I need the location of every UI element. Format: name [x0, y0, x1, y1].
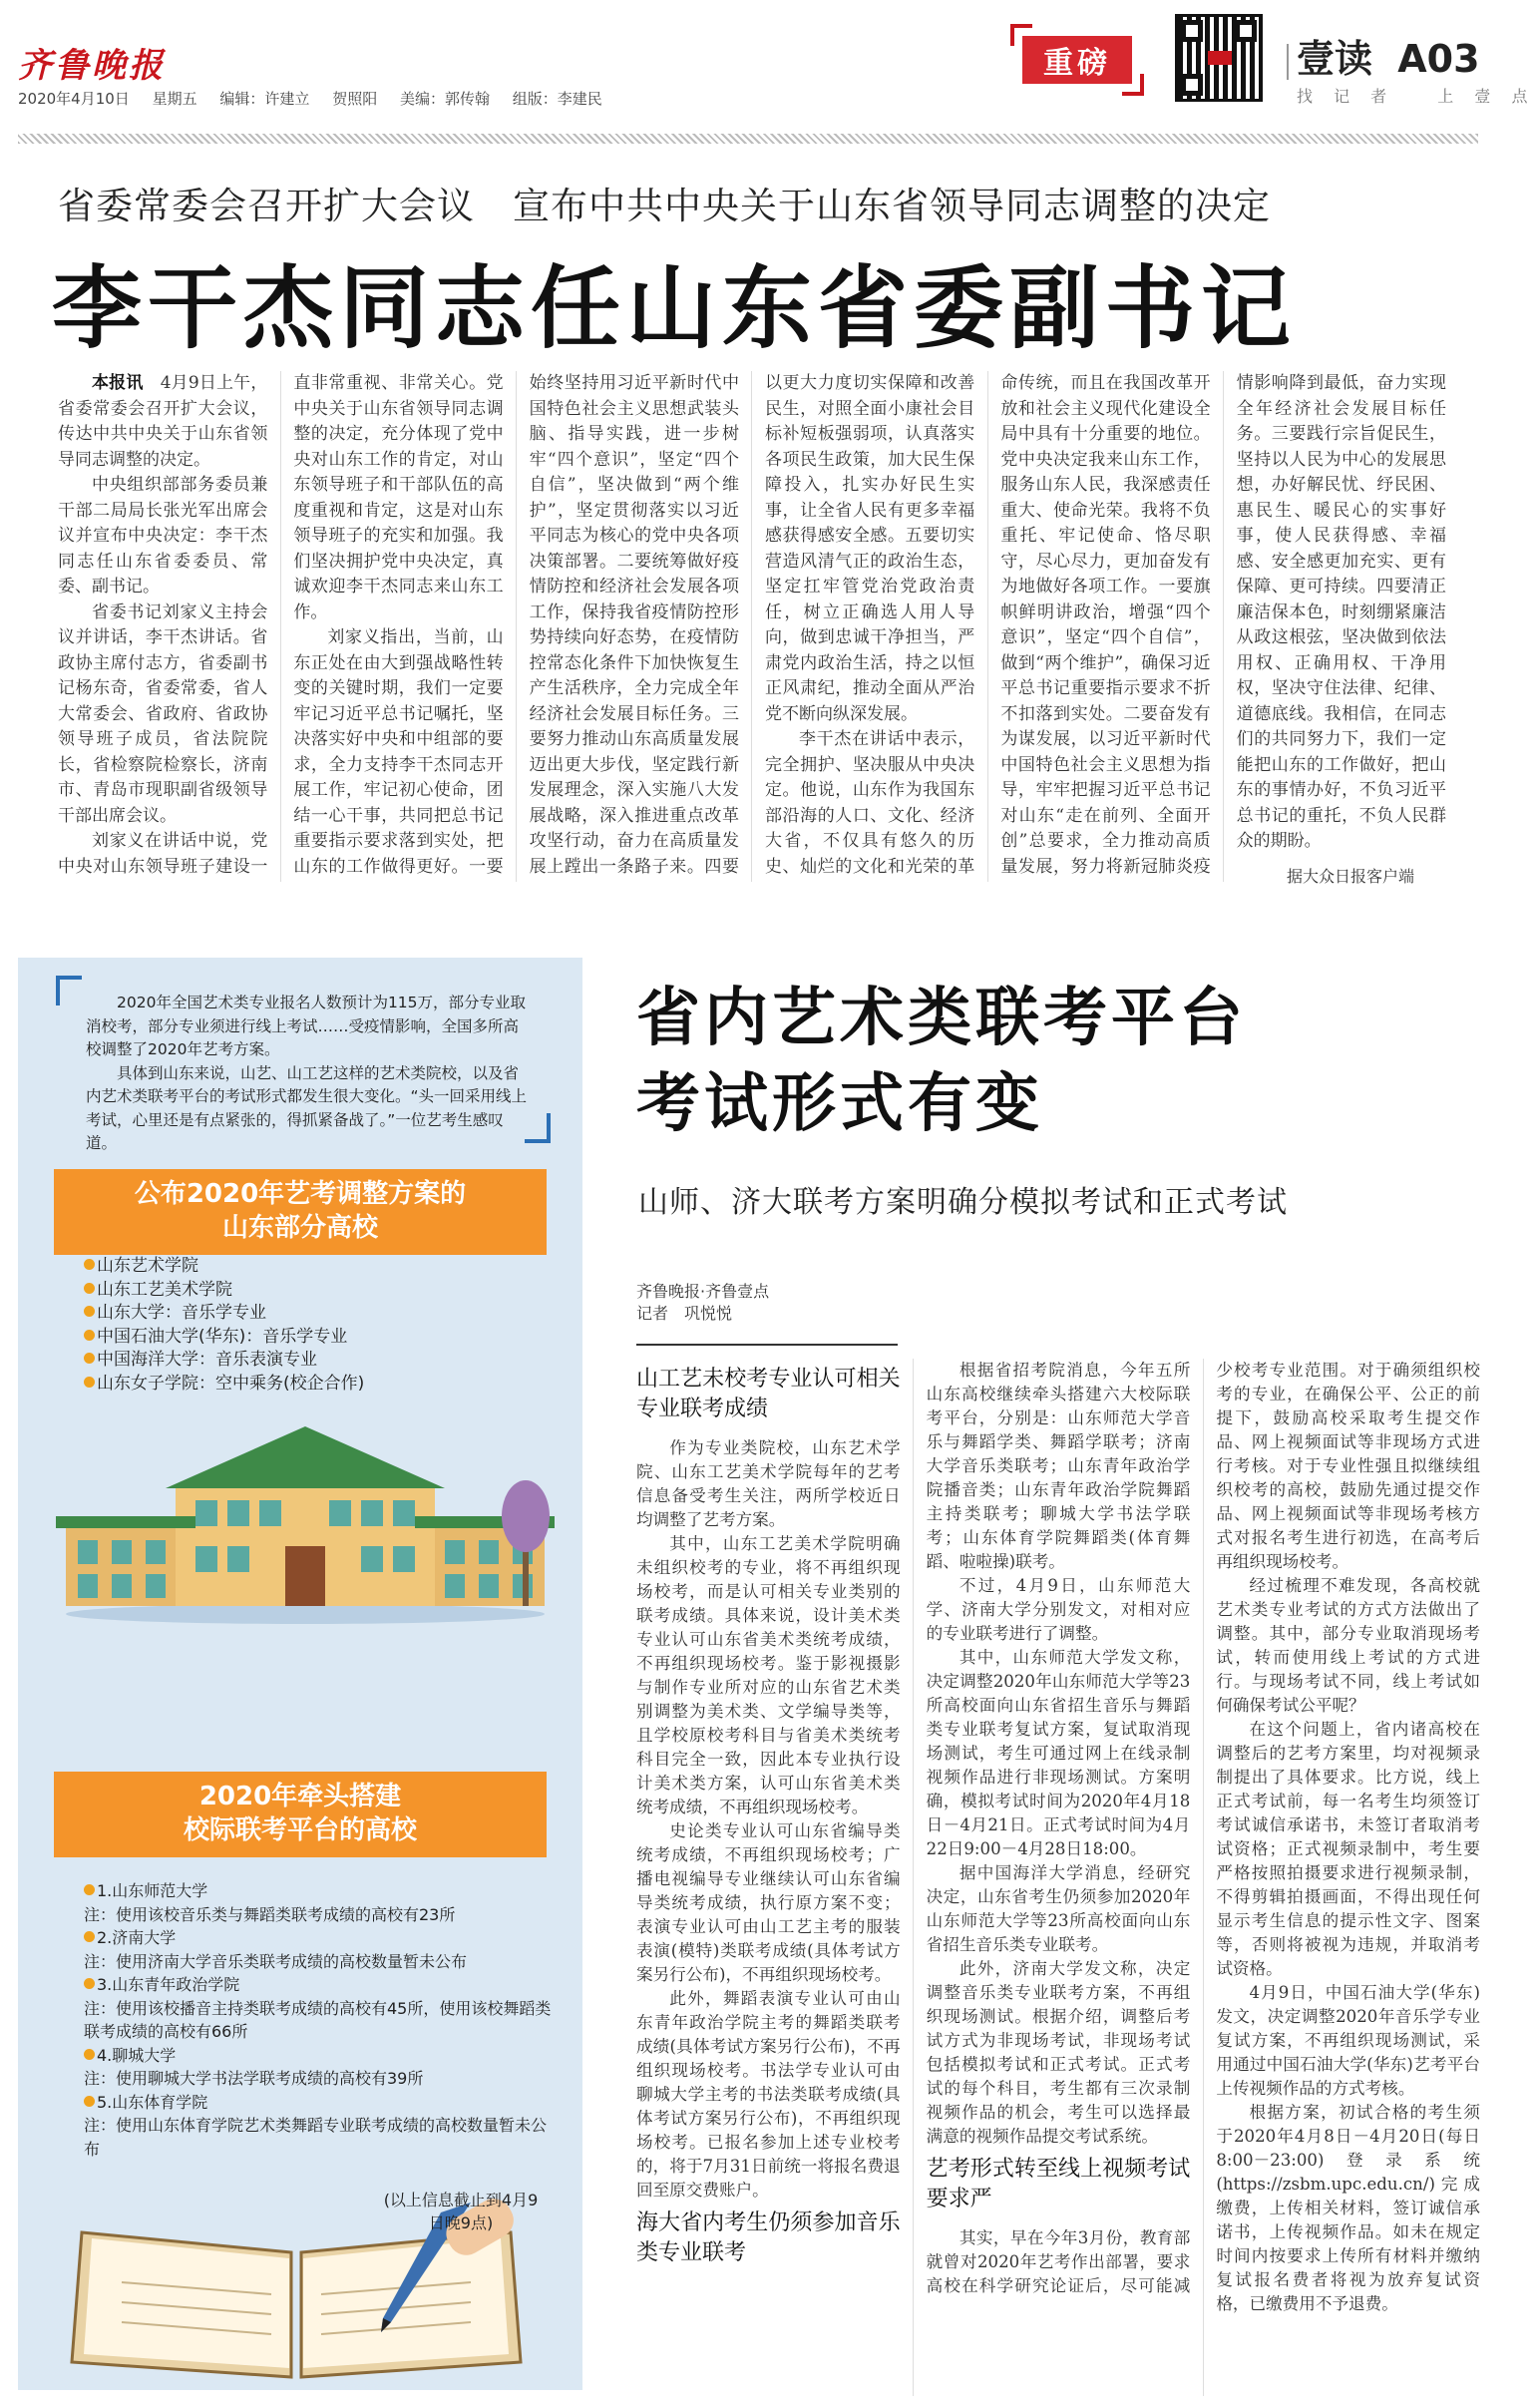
section-badge: [1012, 26, 1142, 94]
art2-subhead: 艺考形式转至线上视频考试要求严: [926, 2157, 1191, 2211]
list-item: 中国石油大学(华东)：音乐学专业: [84, 1326, 364, 1350]
art2-subheadline: 山师、济大联考方案明确分模拟考试和正式考试: [638, 1185, 1288, 1220]
art2-paragraph: 此外，济南大学发文称，决定调整音乐类专业联考方案，不再组织现场测试。根据介绍，调整后考试方式为非现场考试，非现场考试包括模拟考试和正式考试。正式考试的每个科目，考生都有三次录制视频作品的机会，考生可以选择最满意的视频作品提交考试系统。: [926, 1959, 1191, 2146]
art-exam-sidebar: [18, 958, 582, 2390]
issue-date: 2020年4月10日: [18, 90, 130, 108]
banner-joint-exam-schools: 2020年牵头搭建 校际联考平台的高校: [54, 1772, 547, 1857]
art2-paragraph: 经过梳理不难发现，各高校就艺术类专业考试的方式方法做出了调整。其中，部分专业取消现场考试，转而使用线上考试的方式进行。与现场考试不同，线上考试如何确保考试公平呢？: [1216, 1576, 1480, 1715]
page-credits: [18, 88, 620, 109]
art2-paragraph: 作为专业类院校，山东艺术学院、山东工艺美术学院每年的艺考信息备受考生关注，两所学校近日均调整了艺考方案。: [636, 1438, 901, 1529]
art2-paragraph: 其中，山东师范大学发文称，决定调整2020年山东师范大学等23所高校面向山东省招生音乐与舞蹈类专业联考复试方案，复试取消现场测试，考生可通过网上在线录制视频作品进行非现场测试。方案明确，模拟考试时间为2020年4月18日－4月21日。正式考试时间为4月22日9:00－4月28日18:00。: [926, 1648, 1191, 1858]
art2-paragraph: 根据方案，初试合格的考生须于2020年4月8日－4月20日(每日8:00－23:00)登录系统(https://zsbm.upc.edu.cn/)完成缴费，上传相关材料，签订诚信承诺书，上传视频作品。如未在规定时间内按要求上传所有材料并缴纳复试报名费者将视为放弃复试资格，已缴费用不予退费。: [1216, 2103, 1480, 2313]
page-number: A03: [1397, 37, 1480, 81]
list-item: 山东大学：音乐学专业: [84, 1302, 364, 1326]
page-sub-left: 找 记 者: [1297, 87, 1395, 106]
schools-list: [84, 1255, 364, 1396]
credit-assistant-editor: 贺照阳: [332, 90, 378, 108]
header-divider: [18, 134, 1478, 144]
art2-subhead: 山工艺未校考专业认可相关专业联考成绩: [636, 1367, 901, 1421]
newspaper-logo: 齐鲁晚报: [18, 46, 166, 86]
section-label: 重磅: [1022, 36, 1132, 84]
platform-schools-list: [84, 1879, 557, 2161]
bracket-decoration: [56, 976, 82, 1005]
art2-byline: 齐鲁晚报·齐鲁壹点 记者 巩悦悦: [636, 1282, 770, 1323]
art2-paragraph: 不过，4月9日，山东师范大学、济南大学分别发文，对相对应的专业联考进行了调整。: [926, 1576, 1191, 1643]
list-item: 3.山东青年政治学院 注：使用该校播音主持类联考成绩的高校有45所，使用该校舞蹈类联考成绩的高校有66所: [84, 1975, 552, 2041]
list-item: 山东艺术学院: [84, 1255, 364, 1279]
lead-article-body: [58, 371, 1446, 882]
lead-paragraph: 本报讯 4月9日上午，省委常委会召开扩大会议，传达中共中央关于山东省领导同志调整的决定。: [58, 373, 268, 470]
page-section-name: 壹读: [1297, 37, 1373, 81]
art2-paragraph: 据中国海洋大学消息，经研究决定，山东省考生仍须参加2020年山东师范大学等23所高校面向山东省招生音乐类专业联考。: [926, 1863, 1191, 1954]
issue-weekday: 星期五: [152, 90, 197, 108]
lead-kicker: 省委常委会召开扩大会议 宣布中共中央关于山东省领导同志调整的决定: [58, 185, 1271, 227]
credit-art-editor: 美编：郭传翰: [399, 90, 490, 108]
art2-paragraph: 其实，早在今年3月份，教育部就曾对2020年艺考作出部署，要求高校在科学研究论证后，尽可能减少校考专业范围。对于确须组织校考的专业，在确保公平、公正的前提下，鼓励高校采取考生提交作品、网上视频面试等非现场方式进行考核。对于专业性强且拟继续组织校考的高校，鼓励先通过提交作品、网上视频面试等非现场考核方式对报名考生进行初选，在高考后再组织现场校考。: [926, 1361, 1480, 2295]
list-item: 1.山东师范大学 注：使用该校音乐类与舞蹈类联考成绩的高校有23所: [84, 1881, 456, 1924]
list-item: 2.济南大学 注：使用济南大学音乐类联考成绩的高校数量暂未公布: [84, 1928, 468, 1971]
banner-adjusted-schools: 公布2020年艺考调整方案的 山东部分高校: [54, 1169, 547, 1255]
lead-headline: 李干杰同志任山东省委副书记: [52, 256, 1297, 361]
qr-code-icon[interactable]: [1175, 14, 1263, 102]
list-item: 4.聊城大学 注：使用聊城大学书法学联考成绩的高校有39所: [84, 2045, 424, 2088]
credit-layout: 组版：李建民: [512, 90, 602, 108]
lead-paragraph: 省委书记刘家义主持会议并讲话，李干杰讲话。省政协主席付志方，省委副书记杨东奇，省委常委，省人大常委会、省政府、省政协领导班子成员，省法院院长，省检察院检察长，济南市、青岛市现职副省级领导干部出席会议。: [58, 602, 268, 826]
art2-body: [636, 1359, 1480, 2396]
lead-paragraph: 中央组织部部务委员兼干部二局局长张光军出席会议并宣布中央决定：李干杰同志任山东省委委员、常委、副书记。: [58, 475, 268, 597]
school-building-illustration: [56, 1416, 555, 1626]
lead-paragraph: 刘家义指出，当前，山东正处在由大到强战略性转变的关键时期，我们一定要牢记习近平总书记嘱托，坚决落实好中央和中组部的要求，全力支持李干杰同志开展工作，牢记初心使命，团结一心干事，共同把总书记重要指示要求落到实处，把山东的工作做得更好。一要始终坚持用习近平新时代中国特色社会主义思想武装头脑、指导实践，进一步树牢“四个意识”，坚定“四个自信”，坚决做到“两个维护”，坚定贯彻落实以习近平同志为核心的党中央各项决策部署。二要统筹做好疫情防控和经济社会发展各项工作，保持我省疫情防控形势持续向好态势，在疫情防控常态化条件下加快恢复生产生活秩序，全力完成全年经济社会发展目标任务。三要努力推动山东高质量发展迈出更大步伐，坚定践行新发展理念，深入实施八大发展战略，深入推进重点改革攻坚行动，奋力在高质量发展上蹚出一条路子来。四要以更大力度切实保障和改善民生，对照全面小康社会目标补短板强弱项，认真落实各项民生政策，加大民生保障投入，扎实办好民生实事，让全省人民有更多幸福感获得感安全感。五要切实营造风清气正的政治生态，坚定扛牢管党治党政治责任，树立正确选人用人导向，做到忠诚干净担当，严肃党内政治生活，持之以恒正风肃纪，推动全面从严治党不断向纵深发展。: [293, 373, 975, 877]
art2-subhead: 海大省内考生仍须参加音乐类专业联考: [636, 2210, 901, 2265]
sidebar-footnote: (以上信息截止到4月9日晚9点): [383, 2191, 539, 2232]
masthead: [0, 0, 1535, 120]
art2-paragraph: 4月9日，中国石油大学(华东)发文，决定调整2020年音乐学专业复试方案，不再组织现场测试，采用通过中国石油大学(华东)艺考平台上传视频作品的方式考核。: [1216, 1983, 1480, 2098]
page-label: [1297, 28, 1480, 83]
lead-source: 据大众日报客户端: [1287, 867, 1415, 886]
art2-paragraph: 其中，山东工艺美术学院明确未组织校考的专业，将不再组织现场校考，而是认可相关专业类别的联考成绩。具体来说，设计美术类专业认可山东省美术类统考成绩，不再组织现场校考。鉴于影视摄影与制作专业所对应的山东省艺术类别调整为美术类、文学编导类等，且学校原校考科目与省美术类统考科目完全一致，因此本专业执行设计美术类方案，认可山东省美术类统考成绩，不再组织现场校考。: [636, 1534, 901, 1816]
intro-text: [86, 992, 533, 1156]
art2-paragraph: 根据省招考院消息，今年五所山东高校继续牵头搭建六大校际联考平台，分别是：山东师范大学音乐与舞蹈学类、舞蹈学联考；济南大学音乐类联考；山东青年政治学院播音类；山东青年政治学院舞蹈主持类联考；聊城大学书法学联考；山东体育学院舞蹈类(体育舞蹈、啦啦操)联考。: [926, 1361, 1191, 1571]
dateline-tag: 本报讯: [92, 373, 144, 393]
intro-paragraph: 2020年全国艺术类专业报名人数预计为115万，部分专业取消校考，部分专业须进行线上考试……受疫情影响，全国多所高校调整了2020年艺考方案。: [86, 994, 527, 1058]
byline-divider: [636, 1344, 898, 1346]
lead-paragraph: 刘家义在讲话中说，党中央对山东领导班子建设一直非常重视、非常关心。党中央关于山东省领导同志调整的决定，充分体现了党中央对山东工作的肯定，对山东领导班子和干部队伍的高度重视和肯定，这是对山东领导班子的充实和加强。我们坚决拥护党中央决定，真诚欢迎李干杰同志来山东工作。: [58, 373, 504, 877]
list-item: 5.山东体育学院 注：使用山东体育学院艺术类舞蹈专业联考成绩的高校数量暂未公布: [84, 2092, 548, 2159]
credit-editor: 编辑：许建立: [219, 90, 310, 108]
intro-box: [60, 980, 547, 1152]
lead-paragraph: 李干杰在讲话中表示，完全拥护、坚决服从中央决定。他说，山东作为我国东部沿海的人口、文化、经济大省，不仅具有悠久的历史、灿烂的文化和光荣的革命传统，而且在我国改革开放和社会主义现代化建设全局中具有十分重要的地位。党中央决定我来山东工作，服务山东人民，我深感责任重大、使命光荣。我将不负重托、牢记使命、恪尽职守，尽心尽力，更加奋发有为地做好各项工作。一要旗帜鲜明讲政治，增强“四个意识”，坚定“四个自信”，做到“两个维护”，确保习近平总书记重要指示要求不折不扣落到实处。二要奋发有为谋发展，以习近平新时代中国特色社会主义思想为指导，牢牢把握习近平总书记对山东“走在前列、全面开创”总要求，全力推动高质量发展，努力将新冠肺炎疫情影响降到最低，奋力实现全年经济社会发展目标任务。三要践行宗旨促民生，坚持以人民为中心的发展思想，办好解民忧、纾民困、惠民生、暖民心的实事好事，使人民获得感、幸福感、安全感更加充实、更有保障、更可持续。四要清正廉洁保本色，时刻绷紧廉洁从政这根弦，坚决做到依法用权、正确用权、干净用权，坚决守住法律、纪律、道德底线。我相信，在同志们的共同努力下，我们一定能把山东的工作做好，把山东的事情办好，不负习近平总书记的重托，不负人民群众的期盼。: [764, 373, 1446, 877]
intro-paragraph: 具体到山东来说，山艺、山工艺这样的艺术类院校，以及省内艺术类联考平台的考试形式都发生很大变化。“头一回采用线上考试，心里还是有点紧张的，得抓紧备战了。”一位艺考生感叹道。: [86, 1063, 528, 1152]
page-sub-right: 上 壹 点: [1437, 87, 1535, 106]
list-item: 山东女子学院：空中乘务(校企合作): [84, 1373, 364, 1397]
art2-headline: 省内艺术类联考平台 考试形式有变: [636, 982, 1247, 1141]
page-sub-labels: [1297, 84, 1535, 107]
list-item: 中国海洋大学：音乐表演专业: [84, 1349, 364, 1373]
art2-paragraph: 史论类专业认可山东省编导类统考成绩，不再组织现场校考；广播电视编导专业继续认可山东省编导类统考成绩，执行原方案不变；表演专业认可由山工艺主考的服装表演(模特)类联考成绩(具体考试方案另行公布)，不再组织现场校考。: [636, 1821, 901, 1984]
list-item: 山东工艺美术学院: [84, 1279, 364, 1303]
art2-paragraph: 在这个问题上，省内诸高校在调整后的艺考方案里，均对视频录制提出了具体要求。比方说，线上正式考试前，每一名考生均须签订考试诚信承诺书，未签订者取消考试资格；正式视频录制中，考生要严格按照拍摄要求进行视频录制，不得剪辑拍摄画面，不得出现任何显示考生信息的提示性文字、图案等，否则将被视为违规，并取消考试资格。: [1216, 1720, 1480, 1978]
art2-paragraph: 此外，舞蹈表演专业认可由山东青年政治学院主考的舞蹈类联考成绩(具体考试方案另行公布)，不再组织现场校考。书法学专业认可由聊城大学主考的书法类联考成绩(具体考试方案另行公布)，不再组织现场校考。已报名参加上述专业校考的，将于7月31日前统一将报名费退回至原交费账户。: [636, 1989, 901, 2200]
